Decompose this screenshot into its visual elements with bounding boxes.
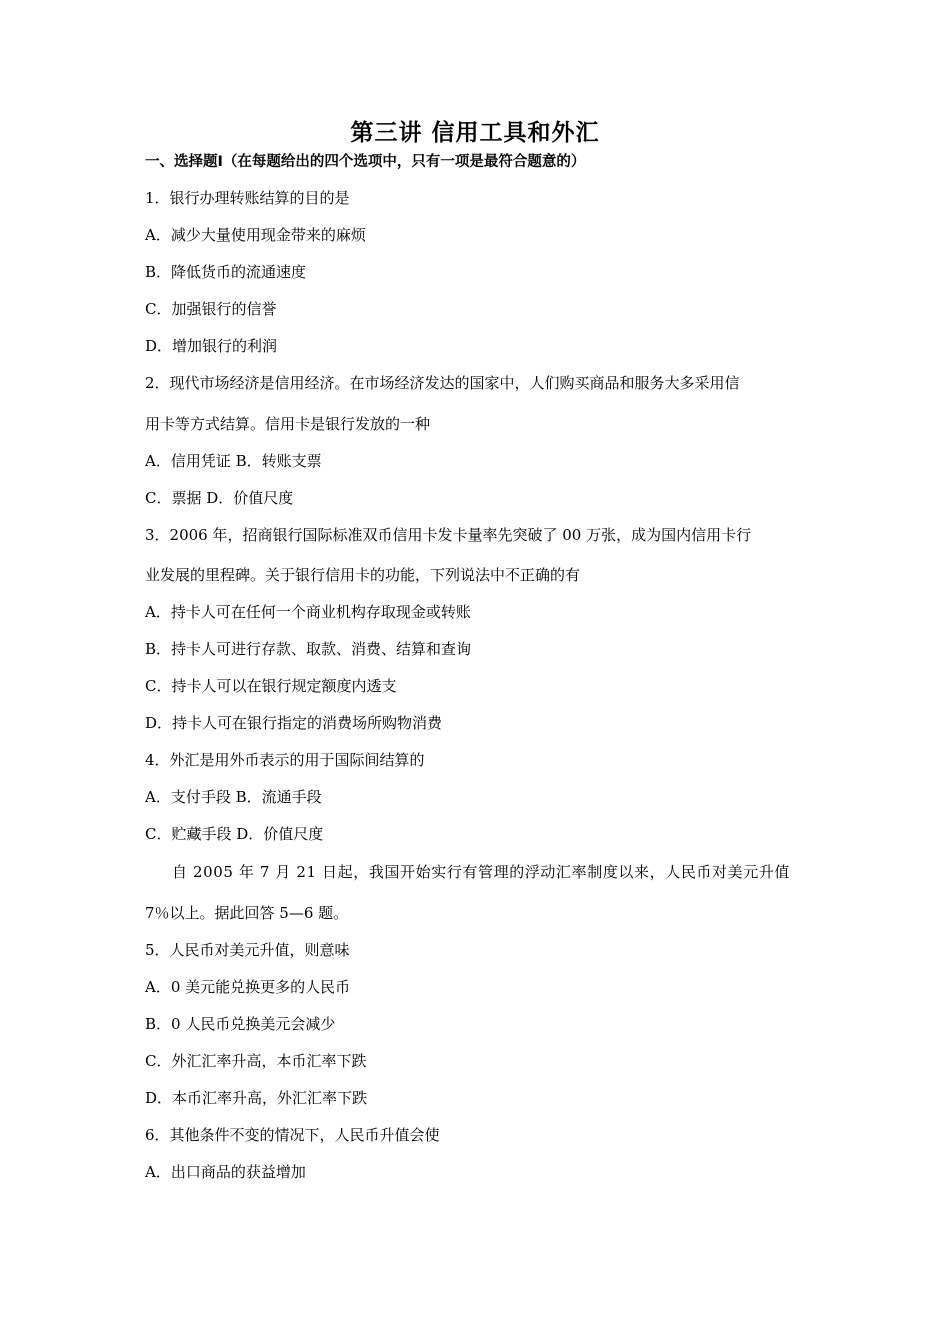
options-4ab: A．支付手段 B．流通手段: [145, 788, 322, 806]
options-2cd: C．票据 D．价值尺度: [145, 489, 294, 507]
passage-text-cont: 7％以上。据此回答 5—6 题。: [145, 904, 349, 922]
option-3c: C．持卡人可以在银行规定额度内透支: [145, 677, 397, 695]
option-5a: A．0 美元能兑换更多的人民币: [145, 978, 351, 996]
option-5c: C．外汇汇率升高，本币汇率下跌: [145, 1052, 367, 1070]
page-title: 第三讲 信用工具和外汇: [350, 119, 600, 146]
option-3d: D．持卡人可在银行指定的消费场所购物消费: [145, 714, 443, 732]
question-1: 1．银行办理转账结算的目的是: [145, 189, 350, 207]
option-5b: B．0 人民币兑换美元会减少: [145, 1015, 336, 1033]
options-2ab: A．信用凭证 B．转账支票: [145, 452, 322, 470]
option-3b: B．持卡人可进行存款、取款、消费、结算和查询: [145, 640, 472, 658]
options-4cd: C．贮藏手段 D．价值尺度: [145, 825, 324, 843]
option-5d: D．本币汇率升高，外汇汇率下跌: [145, 1089, 368, 1107]
question-5: 5．人民币对美元升值，则意味: [145, 941, 350, 959]
option-1a: A．减少大量使用现金带来的麻烦: [145, 226, 366, 244]
option-6a: A．出口商品的获益增加: [145, 1163, 306, 1181]
option-1c: C．加强银行的信誉: [145, 300, 277, 318]
option-3a: A．持卡人可在任何一个商业机构存取现金或转账: [145, 603, 471, 621]
question-3-cont: 业发展的里程碑。关于银行信用卡的功能，下列说法中不正确的有: [145, 566, 581, 584]
question-4: 4．外汇是用外币表示的用于国际间结算的: [145, 751, 425, 769]
question-3: 3．2006 年，招商银行国际标准双币信用卡发卡量率先突破了 00 万张，成为国内信用卡行: [145, 526, 752, 544]
option-1d: D．增加银行的利润: [145, 337, 278, 355]
passage-text: 自 2005 年 7 月 21 日起，我国开始实行有管理的浮动汇率制度以来，人民币对美元升值: [172, 863, 791, 881]
question-6: 6．其他条件不变的情况下，人民币升值会使: [145, 1126, 440, 1144]
section-heading: 一、选择题Ⅰ（在每题给出的四个选项中，只有一项是最符合题意的）: [145, 154, 586, 170]
question-2-cont: 用卡等方式结算。信用卡是银行发放的一种: [145, 415, 431, 433]
option-1b: B．降低货币的流通速度: [145, 263, 307, 281]
question-2: 2．现代市场经济是信用经济。在市场经济发达的国家中，人们购买商品和服务大多采用信: [145, 374, 740, 392]
